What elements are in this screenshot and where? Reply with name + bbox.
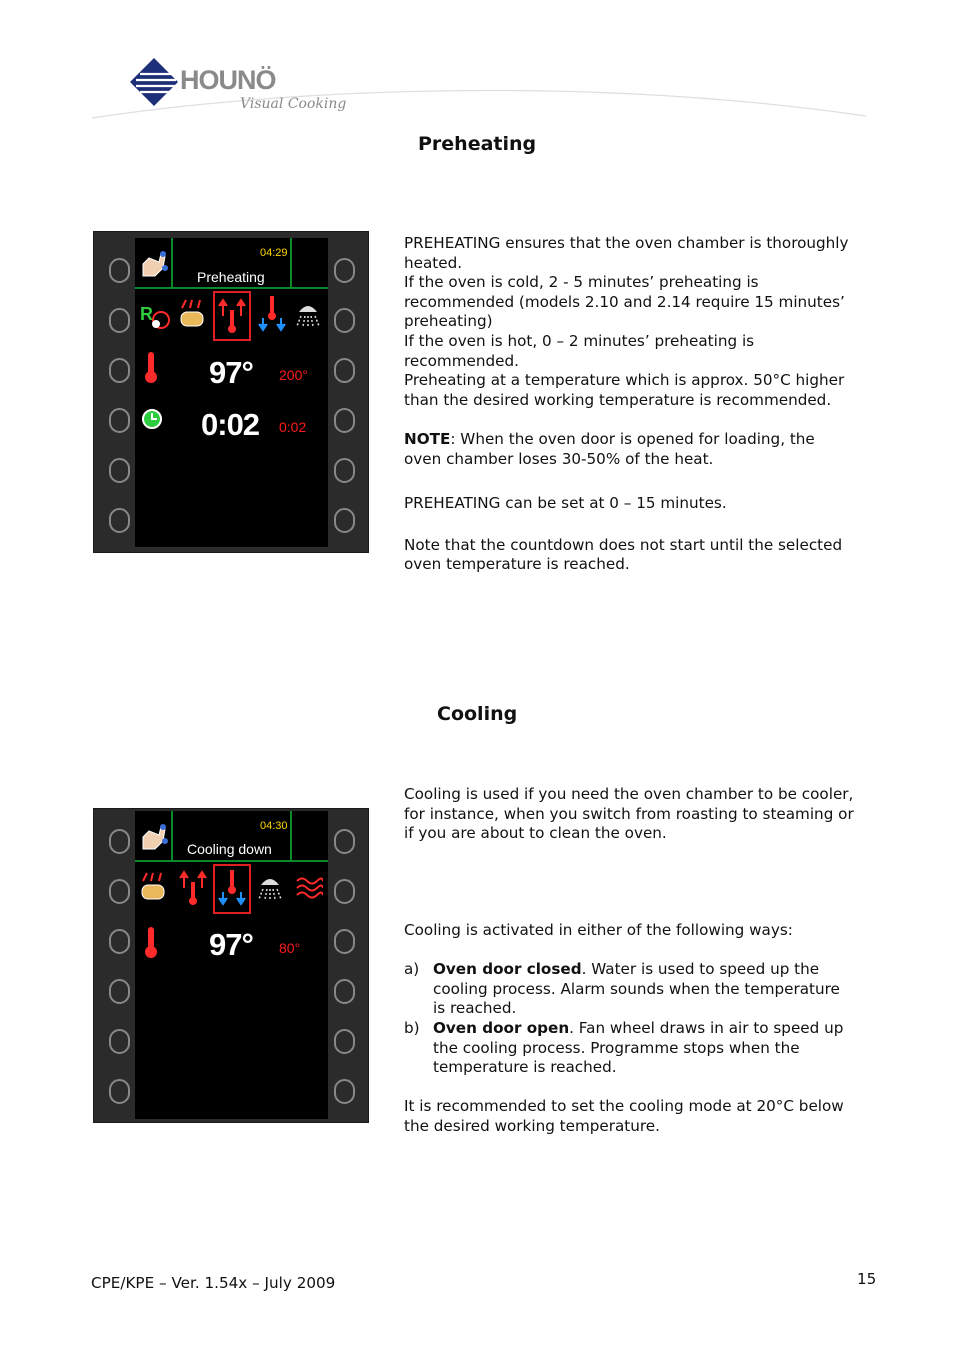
actual-temperature: 97° <box>209 355 253 390</box>
preheating-paragraph: If the oven is cold, 2 - 5 minutes’ preheating is recommended (models 2.10 and 2.14 require 15 minutes’ preheating) <box>404 273 845 331</box>
display-left-button-3[interactable] <box>109 358 130 383</box>
hounoe-logo <box>128 56 368 120</box>
display-left-button-6[interactable] <box>109 508 130 533</box>
display-right-button-3[interactable] <box>334 929 355 954</box>
display-left-button-2[interactable] <box>109 308 130 333</box>
display-right-button-6[interactable] <box>334 1079 355 1104</box>
list-item-bold: Oven door closed <box>433 960 582 979</box>
cool-down-icon[interactable] <box>257 294 287 334</box>
display-right-button-2[interactable] <box>334 879 355 904</box>
timer-icon <box>141 408 163 430</box>
svg-text:R: R <box>140 304 153 324</box>
display-left-button-1[interactable] <box>109 258 130 283</box>
program-book-icon[interactable] <box>139 302 173 332</box>
screen-divider <box>171 811 173 861</box>
note-paragraph <box>404 430 854 469</box>
display-left-button-1[interactable] <box>109 829 130 854</box>
list-marker: a) <box>404 960 420 979</box>
preheating-title: Preheating <box>418 133 537 155</box>
cooling-intro: Cooling is used if you need the oven chamber to be cooler, for instance, when you switch from roasting to steaming or if you are about to clean the oven. <box>404 785 854 843</box>
preheating-paragraph: Preheating at a temperature which is approx. 50°C higher than the desired working temperature is recommended. <box>404 371 845 409</box>
screen-divider <box>135 860 328 862</box>
display-left-button-4[interactable] <box>109 979 130 1004</box>
list-marker: b) <box>404 1018 420 1037</box>
set-temperature[interactable]: 80° <box>279 940 301 956</box>
display-screen <box>135 811 328 1119</box>
display-right-button-4[interactable] <box>334 408 355 433</box>
list-item-bold: Oven door open <box>433 1018 570 1037</box>
note-text: : When the oven door is opened for loading, the oven chamber loses 30-50% of the heat. <box>404 429 815 468</box>
preheating-paragraph: PREHEATING ensures that the oven chamber is thoroughly heated. <box>404 234 849 272</box>
display-left-button-2[interactable] <box>109 879 130 904</box>
display-left-button-5[interactable] <box>109 1029 130 1054</box>
display-right-button-4[interactable] <box>334 979 355 1004</box>
cool-down-icon[interactable] <box>217 868 247 908</box>
cooling-ways <box>404 921 854 1137</box>
range-paragraph: PREHEATING can be set at 0 – 15 minutes. <box>404 494 727 513</box>
display-right-button-5[interactable] <box>334 1029 355 1054</box>
shower-icon[interactable] <box>293 300 323 328</box>
screen-divider <box>290 811 292 861</box>
display-mode-label: Cooling down <box>187 841 272 857</box>
note-label: NOTE <box>404 429 451 448</box>
cooling-display-panel <box>93 808 369 1123</box>
logo-tagline: Visual Cooking <box>240 96 347 112</box>
set-temperature[interactable]: 200° <box>279 367 308 383</box>
display-right-button-2[interactable] <box>334 308 355 333</box>
actual-time: 0:02 <box>201 407 260 442</box>
countdown-paragraph: Note that the countdown does not start until the selected oven temperature is reached. <box>404 535 843 574</box>
crusty-bread-icon[interactable] <box>178 298 206 330</box>
logo-mark-icon <box>128 56 188 112</box>
list-item-text: . Fan wheel draws in air to speed up the cooling process. Programme stops when the temperature is reached. <box>433 1018 844 1077</box>
crusty-bread-icon[interactable] <box>139 871 167 903</box>
screen-divider <box>135 287 328 289</box>
display-right-button-6[interactable] <box>334 508 355 533</box>
screen-divider <box>171 238 173 288</box>
heat-waves-icon[interactable] <box>295 875 323 901</box>
page-number: 15 <box>857 1270 877 1288</box>
display-mode-label: Preheating <box>197 269 265 285</box>
display-left-button-4[interactable] <box>109 408 130 433</box>
preheating-display-panel <box>93 231 369 553</box>
display-left-button-5[interactable] <box>109 458 130 483</box>
list-item-text: . Water is used to speed up the cooling process. Alarm sounds when the temperature is reached. <box>433 960 840 1018</box>
list-item <box>404 960 854 1019</box>
heat-up-icon[interactable] <box>178 868 208 908</box>
heat-up-icon[interactable] <box>217 296 247 336</box>
display-screen <box>135 238 328 547</box>
display-left-button-6[interactable] <box>109 1079 130 1104</box>
cooling-title: Cooling <box>437 703 518 725</box>
display-right-button-5[interactable] <box>334 458 355 483</box>
display-right-button-1[interactable] <box>334 829 355 854</box>
footer-version: CPE/KPE – Ver. 1.54x – July 2009 <box>91 1274 336 1292</box>
preheating-text <box>404 234 854 575</box>
thermometer-icon <box>143 925 159 959</box>
display-clock: 04:30 <box>260 820 288 832</box>
set-time[interactable]: 0:02 <box>279 419 307 435</box>
display-left-button-3[interactable] <box>109 929 130 954</box>
list-item <box>404 1019 854 1078</box>
preheating-paragraph: If the oven is hot, 0 – 2 minutes’ preheating is recommended. <box>404 331 755 370</box>
thermometer-icon <box>143 350 159 384</box>
hand-touch-icon[interactable] <box>139 248 169 280</box>
recommendation-paragraph: It is recommended to set the cooling mode at 20°C below the desired working temperature. <box>404 1097 844 1135</box>
actual-temperature: 97° <box>209 927 253 962</box>
ways-intro: Cooling is activated in either of the following ways: <box>404 921 793 939</box>
screen-divider <box>290 238 292 288</box>
display-right-button-1[interactable] <box>334 258 355 283</box>
display-clock: 04:29 <box>260 247 288 259</box>
shower-icon[interactable] <box>255 873 285 901</box>
logo-brand: HOUNÖ <box>180 65 276 95</box>
display-right-button-3[interactable] <box>334 358 355 383</box>
hand-touch-icon[interactable] <box>139 821 169 853</box>
